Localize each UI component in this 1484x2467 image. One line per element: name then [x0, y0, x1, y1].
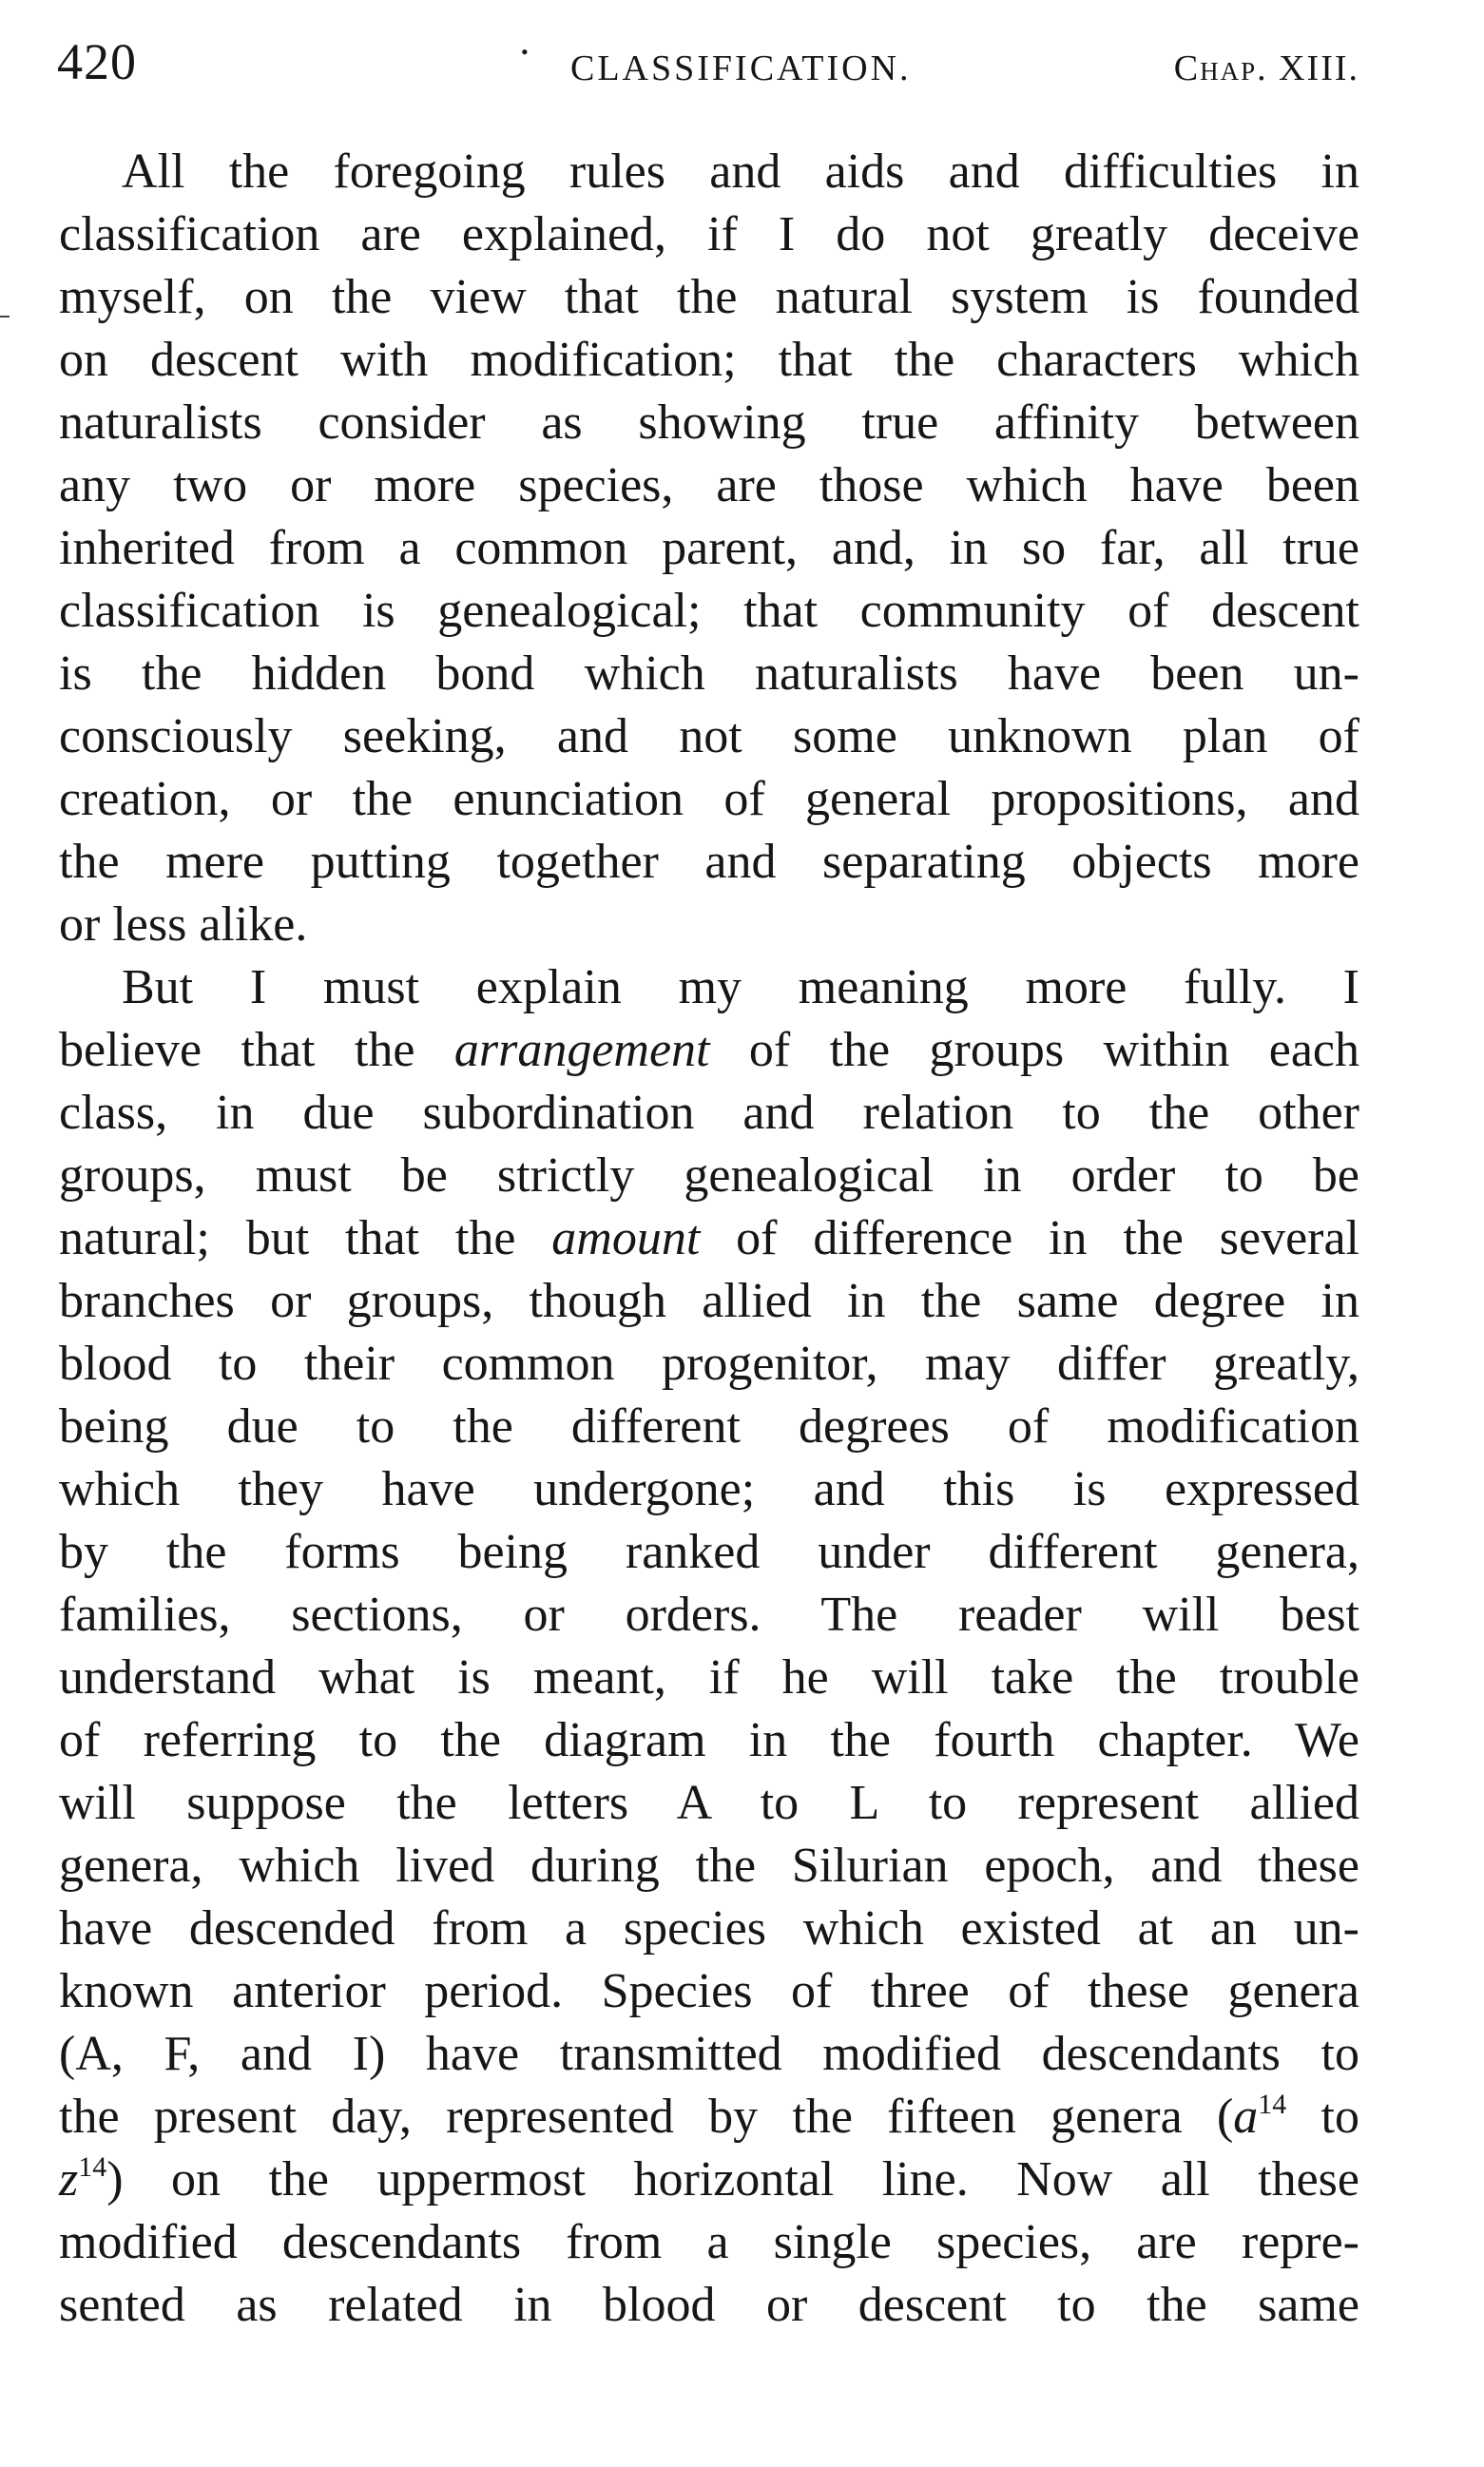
emphasis: arrangement — [453, 1023, 710, 1077]
page-number: 420 — [57, 33, 137, 90]
superscript: 14 — [1258, 2089, 1287, 2120]
text-line: branches or groups, though allied in the same degree in — [59, 1274, 1359, 1328]
text-line: All the foregoing rules and aids and difficulties in — [122, 145, 1359, 199]
text-run: of difference in the several — [700, 1211, 1359, 1265]
text-line: the mere putting together and separating objects more — [59, 835, 1359, 889]
text-line — [59, 1207, 1359, 1270]
text-line: understand what is meant, if he will take the trouble — [59, 1650, 1359, 1705]
text-line: is the hidden bond which naturalists have been un- — [59, 646, 1359, 701]
text-run: of the groups within each — [709, 1023, 1360, 1077]
text-run: ) on the uppermost horizontal line. Now all these — [106, 2152, 1359, 2207]
ink-speck: • — [521, 40, 529, 64]
chapter-reference: Chap. XIII. — [1173, 48, 1359, 88]
text-line: creation, or the enunciation of general propositions, and — [59, 772, 1359, 826]
margin-mark — [0, 316, 10, 318]
text-line: But I must explain my meaning more fully. I — [122, 960, 1359, 1014]
text-line — [59, 1019, 1359, 1082]
text-line: classification are explained, if I do not greatly deceive — [59, 207, 1359, 261]
text-line: families, sections, or orders. The reader will best — [59, 1588, 1359, 1642]
text-line: genera, which lived during the Silurian epoch, and these — [59, 1839, 1359, 1893]
paragraph-2 — [59, 956, 1359, 2337]
text-run: the present day, represented by the fifteen genera ( — [59, 2090, 1234, 2144]
text-line: classification is genealogical; that community of descent — [59, 584, 1359, 638]
text-line: groups, must be strictly genealogical in order to be — [59, 1148, 1359, 1203]
text-line: of referring to the diagram in the fourth chapter. We — [59, 1713, 1359, 1767]
text-line: or less alike. — [59, 897, 308, 952]
body-text — [59, 141, 1359, 2337]
text-line: have descended from a species which existed at an un- — [59, 1901, 1359, 1956]
emphasis: z — [59, 2152, 79, 2207]
text-line: (A, F, and I) have transmitted modified descendants to — [59, 2027, 1359, 2081]
text-line: blood to their common progenitor, may differ greatly, — [59, 1337, 1359, 1391]
text-line — [59, 2149, 1359, 2211]
text-run: to — [1286, 2090, 1359, 2144]
text-run: natural; but that the — [59, 1211, 552, 1265]
text-line: naturalists consider as showing true affinity between — [59, 395, 1359, 450]
paragraph-1 — [59, 141, 1359, 956]
text-line: myself, on the view that the natural system is founded — [59, 270, 1359, 324]
text-line: modified descendants from a single species, are repre- — [59, 2215, 1359, 2269]
emphasis: a — [1233, 2090, 1259, 2144]
running-title: CLASSIFICATION. — [570, 48, 912, 88]
text-line: which they have undergone; and this is expressed — [59, 1462, 1359, 1516]
text-line: being due to the different degrees of modification — [59, 1399, 1359, 1454]
text-line: will suppose the letters A to L to represent allied — [59, 1776, 1359, 1830]
text-line: sented as related in blood or descent to the same — [59, 2278, 1359, 2332]
text-line: class, in due subordination and relation to the other — [59, 1086, 1359, 1140]
text-run: believe that the — [59, 1023, 454, 1077]
text-line: consciously seeking, and not some unknown plan of — [59, 709, 1359, 763]
text-line — [59, 2086, 1359, 2149]
text-line: any two or more species, are those which have been — [59, 458, 1359, 512]
superscript: 14 — [78, 2151, 107, 2183]
text-line: by the forms being ranked under different genera, — [59, 1525, 1359, 1579]
emphasis: amount — [551, 1211, 701, 1265]
text-line: inherited from a common parent, and, in so far, all true — [59, 521, 1359, 575]
page-header — [57, 32, 1359, 99]
text-line: known anterior period. Species of three of these genera — [59, 1964, 1359, 2018]
text-line: on descent with modification; that the characters which — [59, 333, 1359, 387]
